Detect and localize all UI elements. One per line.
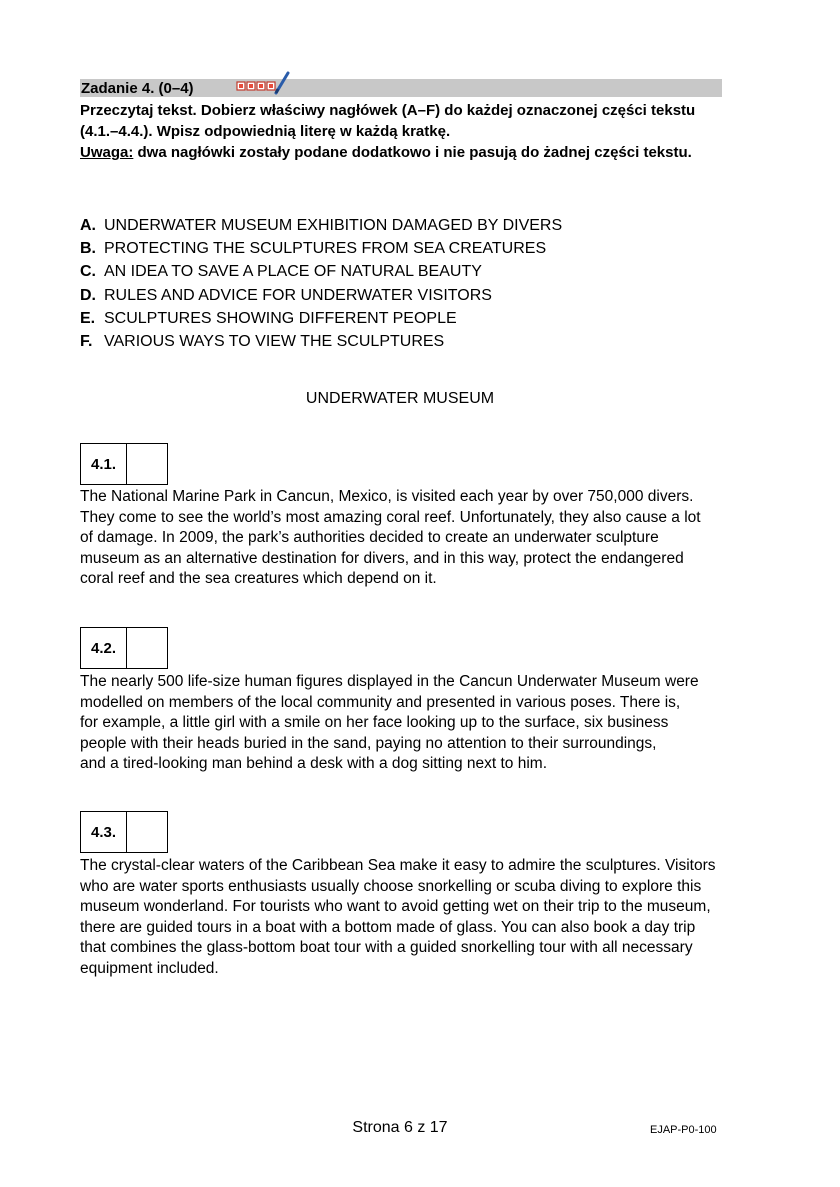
answer-number: 4.3. [81, 812, 127, 852]
text-line: The crystal-clear waters of the Caribbean Sea make it easy to admire the sculptures. Visitors [80, 857, 716, 874]
text-line: that combines the glass-bottom boat tour with a guided snorkelling tour with all necessary [80, 939, 693, 957]
heading-item [80, 237, 562, 260]
heading-letter: D. [80, 286, 96, 304]
answer-box-4-2 [80, 627, 168, 669]
instruction-line-1: Przeczytaj tekst. Dobierz właściwy nagłówek (A–F) do każdej oznaczonej części tekstu [80, 102, 696, 119]
text-line: people with their heads buried in the sand, paying no attention to their surroundings, [80, 734, 657, 752]
answer-slot-4-1[interactable] [127, 444, 167, 484]
heading-letter: B. [80, 240, 96, 258]
text-line: modelled on members of the local community and presented in various poses. There is, [80, 693, 681, 711]
text-title: UNDERWATER MUSEUM [305, 390, 495, 407]
text-line: for example, a little girl with a smile on her face looking up to the surface, six business [80, 714, 669, 732]
answer-box-4-1 [80, 443, 168, 485]
instruction-note [80, 142, 740, 163]
heading-text: PROTECTING THE SCULPTURES FROM SEA CREATURES [104, 240, 547, 258]
answer-number: 4.1. [81, 444, 127, 484]
heading-text: VARIOUS WAYS TO VIEW THE SCULPTURES [104, 333, 445, 351]
scoring-boxes-pencil-icon [236, 70, 292, 103]
heading-item [80, 330, 562, 353]
task-title: Zadanie 4. (0–4) [81, 80, 194, 97]
section-4-3-text [80, 856, 730, 980]
text-line: The nearly 500 life-size human figures displayed in the Cancun Underwater Museum were [80, 673, 699, 690]
heading-letter: E. [80, 309, 96, 327]
exam-code: EJAP-P0-100 [650, 1124, 717, 1136]
headings-list [80, 214, 562, 353]
heading-item [80, 214, 562, 237]
task-instruction [80, 100, 740, 163]
heading-item [80, 260, 562, 283]
text-line: The National Marine Park in Cancun, Mexico, is visited each year by over 750,000 divers. [80, 488, 694, 505]
section-4-1-text [80, 487, 730, 590]
text-line: of damage. In 2009, the park’s authorities decided to create an underwater sculpture [80, 529, 659, 547]
heading-item [80, 284, 562, 307]
text-line: there are guided tours in a boat with a bottom made of glass. You can also book a day trip [80, 918, 696, 936]
heading-letter: C. [80, 263, 96, 281]
instruction-line-2: (4.1.–4.4.). Wpisz odpowiednią literę w każdą kratkę. [80, 123, 451, 140]
heading-text: AN IDEA TO SAVE A PLACE OF NATURAL BEAUTY [104, 263, 482, 281]
answer-slot-4-2[interactable] [127, 628, 167, 668]
note-label: Uwaga: [80, 144, 134, 161]
heading-text: UNDERWATER MUSEUM EXHIBITION DAMAGED BY DIVERS [104, 217, 563, 234]
text-line: They come to see the world’s most amazing coral reef. Unfortunately, they also cause a lot [80, 508, 701, 526]
answer-box-4-3 [80, 811, 168, 853]
heading-text: RULES AND ADVICE FOR UNDERWATER VISITORS [104, 286, 492, 304]
text-line: museum as an alternative destination for divers, and in this way, protect the endangered [80, 549, 684, 567]
heading-item [80, 307, 562, 330]
heading-letter: F. [80, 333, 93, 351]
answer-slot-4-3[interactable] [127, 812, 167, 852]
text-line: who are water sports enthusiasts usually choose snorkelling or scuba diving to explore this [80, 877, 702, 895]
heading-text: SCULPTURES SHOWING DIFFERENT PEOPLE [104, 309, 457, 327]
text-line: coral reef and the sea creatures which depend on it. [80, 570, 437, 588]
heading-letter: A. [80, 217, 96, 234]
answer-number: 4.2. [81, 628, 127, 668]
text-line: and a tired-looking man behind a desk with a dog sitting next to him. [80, 755, 547, 773]
page-number: Strona 6 z 17 [352, 1119, 448, 1136]
text-line: equipment included. [80, 959, 219, 977]
note-text: dwa nagłówki zostały podane dodatkowo i nie pasują do żadnej części tekstu. [133, 144, 692, 161]
section-4-2-text [80, 672, 730, 775]
text-line: museum wonderland. For tourists who want to avoid getting wet on their trip to the museum, [80, 898, 711, 916]
